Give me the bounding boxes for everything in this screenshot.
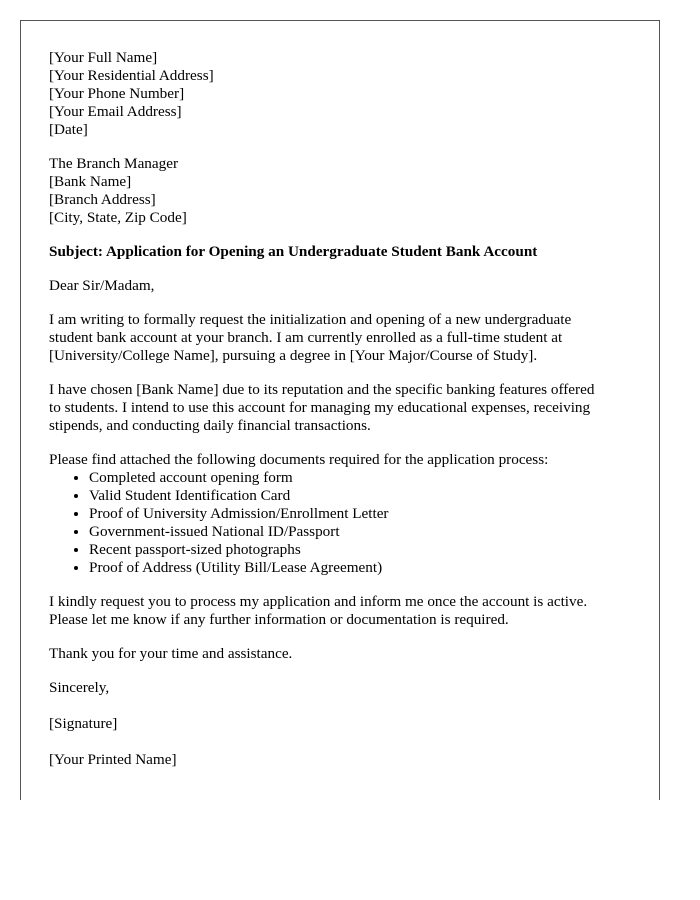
documents-intro: Please find attached the following documents required for the application process: (49, 451, 549, 468)
paragraph-line: I am writing to formally request the initialization and opening of a new undergraduate (49, 311, 572, 328)
sender-address: [Your Residential Address] (49, 67, 214, 84)
letter-content (49, 49, 639, 769)
paragraph-line: stipends, and conducting daily financial transactions. (49, 417, 371, 434)
paragraph-line: [University/College Name], pursuing a degree in [Your Major/Course of Study]. (49, 347, 538, 364)
recipient-title: The Branch Manager (49, 155, 179, 172)
list-item: • Proof of University Admission/Enrollment Letter (89, 505, 639, 523)
sender-phone: [Your Phone Number] (49, 85, 185, 102)
salutation: Dear Sir/Madam, (49, 277, 155, 294)
list-item: • Government-issued National ID/Passport (89, 523, 639, 541)
letter-date: [Date] (49, 121, 88, 138)
closing: Sincerely, (49, 679, 110, 696)
paragraph-reason (49, 381, 639, 435)
paragraph-line: Please let me know if any further information or documentation is required. (49, 611, 509, 628)
documents-list (49, 469, 639, 577)
list-item: • Completed account opening form (89, 469, 639, 487)
paragraph-line: I have chosen [Bank Name] due to its reputation and the specific banking features offered (49, 381, 595, 398)
paragraph-process (49, 593, 639, 629)
subject-line: Subject: Application for Opening an Undergraduate Student Bank Account (49, 243, 538, 260)
paragraph-line: I kindly request you to process my application and inform me once the account is active. (49, 593, 588, 610)
paragraph-line: to students. I intend to use this account for managing my educational expenses, receiving (49, 399, 591, 416)
recipient-block (49, 155, 639, 227)
printed-name: [Your Printed Name] (49, 751, 177, 768)
list-item: • Valid Student Identification Card (89, 487, 639, 505)
signature-placeholder: [Signature] (49, 715, 118, 732)
sender-block (49, 49, 639, 139)
recipient-branch-address: [Branch Address] (49, 191, 156, 208)
sender-name: [Your Full Name] (49, 49, 158, 66)
letter-page (20, 20, 660, 800)
list-item: • Proof of Address (Utility Bill/Lease Agreement) (89, 559, 639, 577)
paragraph-line: student bank account at your branch. I am currently enrolled as a full-time student at (49, 329, 563, 346)
paragraph-request (49, 311, 639, 365)
thanks-line: Thank you for your time and assistance. (49, 645, 293, 662)
list-item: • Recent passport-sized photographs (89, 541, 639, 559)
sender-email: [Your Email Address] (49, 103, 182, 120)
recipient-city: [City, State, Zip Code] (49, 209, 187, 226)
recipient-bank: [Bank Name] (49, 173, 132, 190)
